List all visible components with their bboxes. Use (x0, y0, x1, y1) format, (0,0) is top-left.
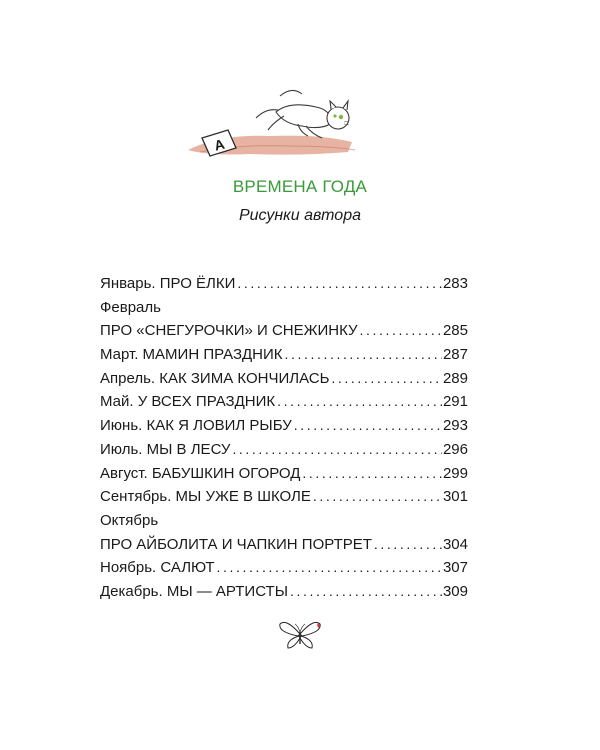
toc-entry-title: Декабрь. МЫ — АРТИСТЫ (100, 582, 288, 600)
toc-entry-page: 299 (442, 464, 468, 482)
toc-entry-title: Июнь. КАК Я ЛОВИЛ РЫБУ (100, 417, 292, 435)
toc-leader-dots (294, 414, 442, 438)
toc-entry-page: 304 (442, 535, 468, 553)
toc-entry[interactable] (100, 485, 468, 509)
toc-leader-dots (237, 272, 442, 296)
toc-entry[interactable] (100, 533, 468, 557)
toc-entry[interactable] (100, 343, 468, 367)
toc-entry[interactable] (100, 580, 468, 604)
toc-leader-dots (302, 462, 442, 486)
toc-entry-title: Ноябрь. САЛЮТ (100, 559, 215, 577)
toc-entry-title: Январь. ПРО ЁЛКИ (100, 275, 236, 292)
butterfly-icon (276, 614, 324, 652)
toc-entry[interactable] (100, 414, 468, 438)
toc-entry-page: 307 (442, 559, 468, 577)
toc-leader-dots (217, 556, 442, 580)
toc-entry-page: 283 (442, 275, 468, 292)
table-of-contents (100, 272, 468, 604)
toc-leader-dots (360, 319, 442, 343)
toc-entry[interactable] (100, 272, 468, 296)
toc-entry-page: 285 (442, 322, 468, 340)
toc-entry-page: 296 (442, 440, 468, 458)
toc-heading (100, 509, 468, 533)
toc-entry-title: Июль. МЫ В ЛЕСУ (100, 440, 231, 458)
toc-leader-dots (285, 343, 442, 367)
toc-month-heading: Октябрь (100, 511, 159, 529)
toc-entry[interactable] (100, 556, 468, 580)
toc-entry-title: Август. БАБУШКИН ОГОРОД (100, 464, 301, 482)
section-subtitle: Рисунки автора (238, 207, 361, 224)
toc-month-heading: Февраль (100, 298, 161, 316)
toc-entry-page: 301 (442, 488, 468, 506)
toc-leader-dots (232, 438, 442, 462)
toc-entry[interactable] (100, 319, 468, 343)
toc-heading (100, 296, 468, 320)
toc-leader-dots (331, 367, 442, 391)
toc-entry[interactable] (100, 462, 468, 486)
kitten (256, 90, 349, 138)
toc-entry-title: Сентябрь. МЫ УЖЕ В ШКОЛЕ (100, 488, 311, 506)
toc-leader-dots (313, 485, 442, 509)
toc-entry-title: ПРО «СНЕГУРОЧКИ» И СНЕЖИНКУ (100, 322, 358, 340)
toc-entry-title: Апрель. КАК ЗИМА КОНЧИЛАСЬ (100, 369, 330, 387)
toc-entry-page: 293 (442, 417, 468, 435)
letter-card-text: А (212, 135, 227, 154)
toc-entry-page: 309 (442, 582, 468, 600)
toc-leader-dots (374, 533, 442, 557)
toc-entry-title: Май. У ВСЕХ ПРАЗДНИК (100, 393, 276, 411)
toc-entry-page: 287 (442, 346, 468, 364)
toc-leader-dots (290, 580, 442, 604)
toc-entry[interactable] (100, 438, 468, 462)
toc-leader-dots (277, 390, 442, 414)
section-title: ВРЕМЕНА ГОДА (232, 177, 368, 196)
kitten-running-icon (180, 72, 365, 162)
toc-entry-page: 291 (442, 393, 468, 411)
toc-entry-title: Март. МАМИН ПРАЗДНИК (100, 346, 283, 364)
toc-entry-page: 289 (442, 369, 468, 387)
toc-entry[interactable] (100, 390, 468, 414)
toc-entry[interactable] (100, 367, 468, 391)
toc-entry-title: ПРО АЙБОЛИТА И ЧАПКИН ПОРТРЕТ (100, 535, 372, 553)
